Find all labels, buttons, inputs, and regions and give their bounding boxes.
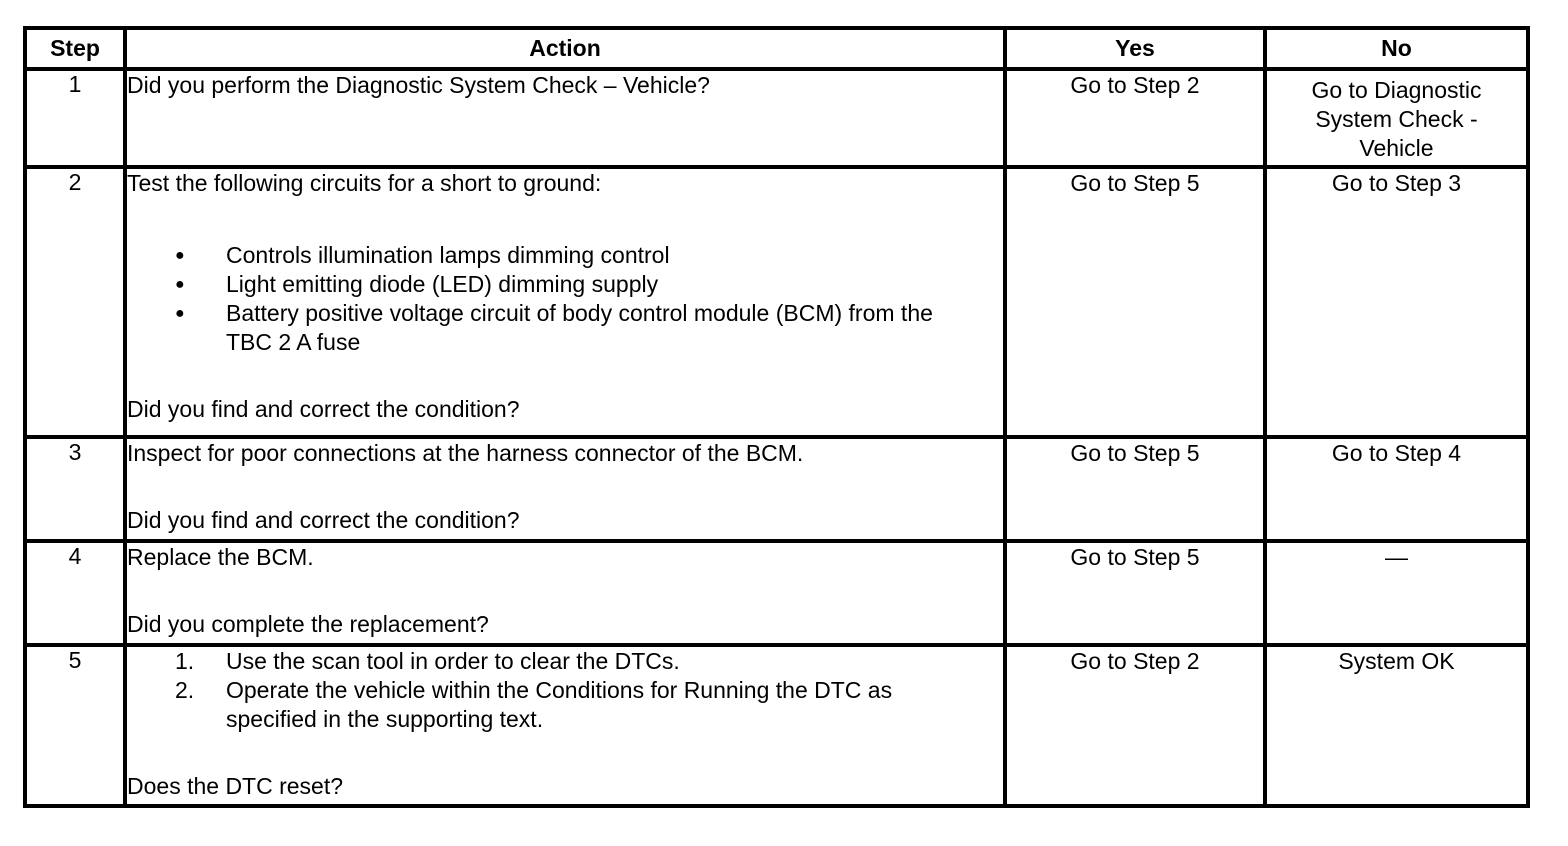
action-cell <box>125 541 1005 645</box>
step-num-label: 2. <box>175 677 195 703</box>
yes-cell: Go to Step 5 <box>1005 437 1265 541</box>
procedure-list <box>127 647 1003 734</box>
table-row <box>25 645 1528 806</box>
action-intro: Inspect for poor connections at the harness connector of the BCM. <box>127 440 804 466</box>
action-cell <box>125 437 1005 541</box>
step-number: 1 <box>25 69 125 167</box>
no-cell: — <box>1265 541 1528 645</box>
action-question: Did you find and correct the condition? <box>127 396 520 422</box>
table-row <box>25 69 1528 167</box>
step-number: 4 <box>25 541 125 645</box>
action-question: Does the DTC reset? <box>127 773 344 799</box>
action-cell <box>125 645 1005 806</box>
step-number: 3 <box>25 437 125 541</box>
list-item: ● Battery positive voltage circuit of body control module (BCM) from the TBC 2 A fuse <box>175 300 933 355</box>
yes-cell: Go to Step 5 <box>1005 541 1265 645</box>
bullet-icon: ● <box>175 247 185 264</box>
list-item: ● Light emitting diode (LED) dimming supply <box>175 271 659 297</box>
circuit-list <box>127 241 1003 357</box>
no-cell: Go to Step 4 <box>1265 437 1528 541</box>
bullet-icon: ● <box>175 276 185 293</box>
step-num-label: 1. <box>175 648 195 674</box>
action-cell <box>125 167 1005 437</box>
list-item: ● Controls illumination lamps dimming control <box>175 242 670 268</box>
action-question: Did you find and correct the condition? <box>127 507 520 533</box>
list-item: 1. Use the scan tool in order to clear the DTCs. <box>175 648 680 674</box>
header-row <box>25 28 1528 69</box>
table-row <box>25 167 1528 437</box>
action-intro: Test the following circuits for a short to ground: <box>127 170 602 196</box>
no-cell: Go to Diagnostic System Check - Vehicle <box>1265 69 1528 167</box>
action-cell <box>125 69 1005 167</box>
header-yes: Yes <box>1005 28 1265 69</box>
no-cell: System OK <box>1265 645 1528 806</box>
step-number: 5 <box>25 645 125 806</box>
header-no: No <box>1265 28 1528 69</box>
step-number: 2 <box>25 167 125 437</box>
yes-cell: Go to Step 2 <box>1005 69 1265 167</box>
no-cell: Go to Step 3 <box>1265 167 1528 437</box>
yes-cell: Go to Step 2 <box>1005 645 1265 806</box>
action-intro: Replace the BCM. <box>127 544 314 570</box>
table-row <box>25 437 1528 541</box>
action-question: Did you complete the replacement? <box>127 611 489 637</box>
diagnostic-table <box>23 26 1530 808</box>
table-row <box>25 541 1528 645</box>
action-question: Did you perform the Diagnostic System Check – Vehicle? <box>127 72 710 98</box>
header-step: Step <box>25 28 125 69</box>
yes-cell: Go to Step 5 <box>1005 167 1265 437</box>
list-item: 2. Operate the vehicle within the Conditions for Running the DTC as specified in the supporting text. <box>175 677 893 732</box>
header-action: Action <box>125 28 1005 69</box>
bullet-icon: ● <box>175 305 185 322</box>
